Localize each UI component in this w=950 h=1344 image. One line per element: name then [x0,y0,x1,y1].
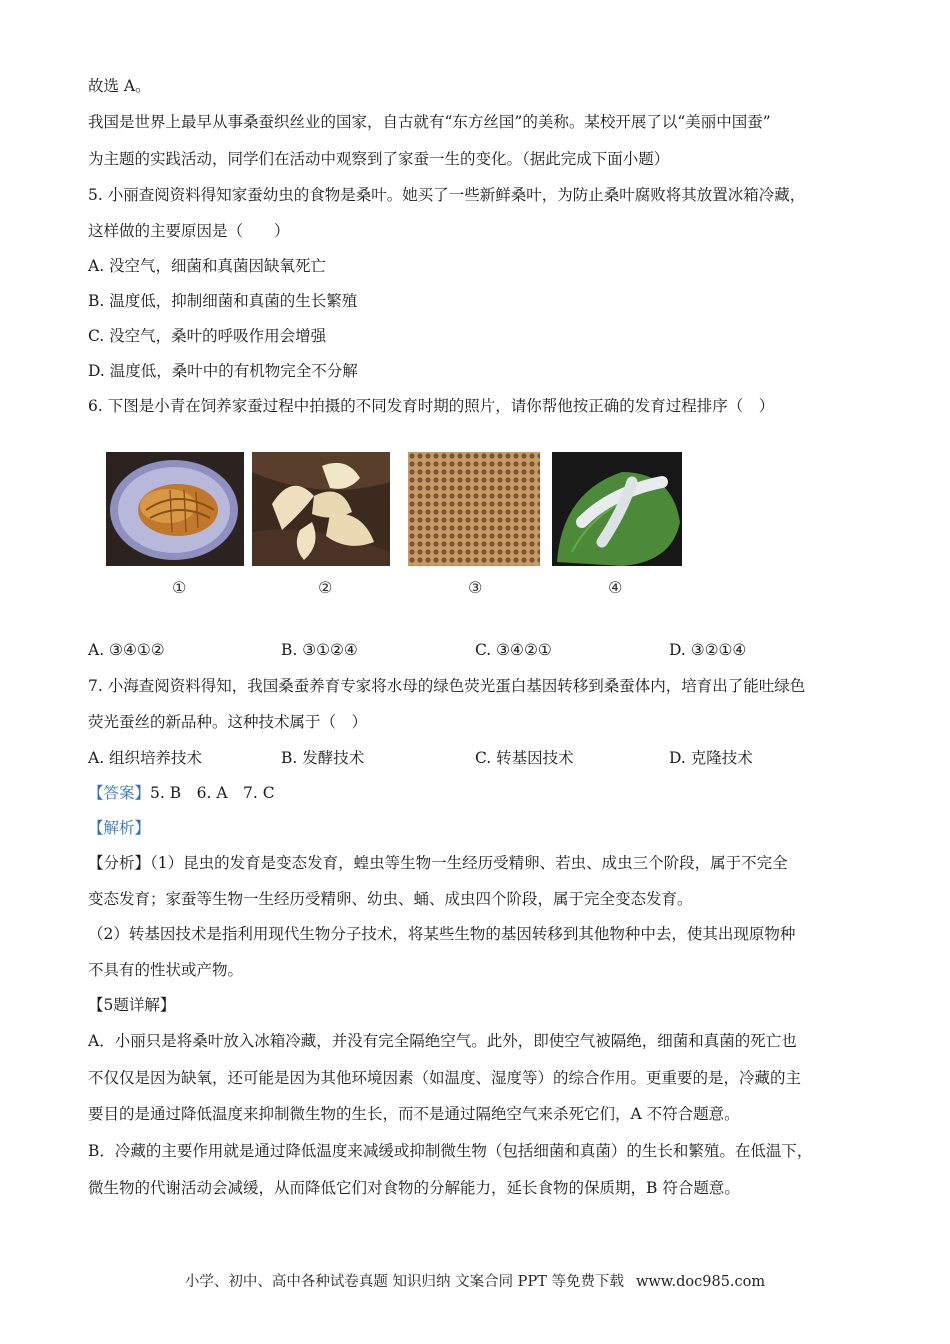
page-footer [0,1270,950,1291]
text-line: 我国是世界上最早从事桑蚕织丝业的国家，自古就有“东方丝国”的美称。某校开展了以“美丽中国蚕” [88,113,771,131]
moth-image [252,452,390,566]
figure-label-4: ④ [608,578,623,597]
text-line: 为主题的实践活动，同学们在活动中观察到了家蚕一生的变化。（据此完成下面小题） [88,150,670,168]
analysis-label: 【解析】 [88,819,151,837]
question-7-cont: 荧光蚕丝的新品种。这种技术属于（ ） [88,713,368,731]
analysis-line [88,853,868,873]
option-5a: A. 没空气，细菌和真菌因缺氧死亡 [88,257,327,275]
analysis-text: （1）昆虫的发育是变态发育，蝗虫等生物一生经历受精卵、若虫、成虫三个阶段，属于不完全 [150,854,788,872]
question-5: 5. 小丽查阅资料得知家蚕幼虫的食物是桑叶。她买了一些新鲜桑叶，为防止桑叶腐败将其放置冰箱冷藏， [88,186,806,204]
question-7: 7. 小海查阅资料得知，我国桑蚕养育专家将水母的绿色荧光蛋白基因转移到桑蚕体内，培育出了能吐绿色 [88,677,806,695]
analysis-heading [88,818,868,838]
answer-label: 【答案】 [88,784,151,802]
footer-url[interactable]: www.doc985.com [635,1274,766,1290]
option-5b: B. 温度低，抑制细菌和真菌的生长繁殖 [88,292,358,310]
text-line: 故选 A。 [88,77,151,95]
figure-label-1: ① [172,578,187,597]
option-7a: A. 组织培养技术 [88,749,203,767]
footer-text: 小学、初中、高中各种试卷真题 知识归纳 文案合同 PPT 等免费下载 [184,1274,624,1290]
question-6: 6. 下图是小青在饲养家蚕过程中拍摄的不同发育时期的照片，请你帮他按正确的发育过程排序（ ） [88,397,775,415]
text-line: 变态发育；家蚕等生物一生经历受精卵、幼虫、蛹、成虫四个阶段，属于完全变态发育。 [88,890,693,908]
text-line: B．冷藏的主要作用就是通过降低温度来减缓或抑制微生物（包括细菌和真菌）的生长和繁殖。在低温下， [88,1142,813,1160]
option-6d: D. ③②①④ [669,641,747,659]
figure-label-3: ③ [468,578,483,597]
answer-text: 5. B 6. A 7. C [150,784,275,802]
option-6b: B. ③①②④ [281,641,358,659]
text-line: 不具有的性状或产物。 [88,961,244,979]
option-7c: C. 转基因技术 [475,749,574,767]
option-5d: D. 温度低，桑叶中的有机物完全不分解 [88,362,358,380]
option-7b: B. 发酵技术 [281,749,365,767]
answer-line [88,783,868,803]
eggs-image [408,452,540,566]
text-line: （2）转基因技术是指利用现代生物分子技术，将某些生物的基因转移到其他物种中去，使其出现原物种 [88,925,796,943]
option-6c: C. ③④②① [475,641,552,659]
figure-label-2: ② [318,578,333,597]
analysis-sub-label: 【分析】 [88,854,151,872]
option-7d: D. 克隆技术 [669,749,753,767]
question-5-cont: 这样做的主要原因是（ ） [88,222,290,240]
text-line: 要目的是通过降低温度来抑制微生物的生长，而不是通过隔绝空气来杀死它们，A 不符合题意。 [88,1105,740,1123]
silkworm-figure [104,452,704,612]
text-line: A．小丽只是将桑叶放入冰箱冷藏，并没有完全隔绝空气。此外，即使空气被隔绝，细菌和真菌的死亡也 [88,1032,797,1050]
larva-image [552,452,682,566]
option-5c: C. 没空气，桑叶的呼吸作用会增强 [88,327,327,345]
detail-5-heading: 【5题详解】 [88,996,176,1014]
text-line: 微生物的代谢活动会减缓，从而降低它们对食物的分解能力，延长食物的保质期，B 符合题意。 [88,1179,740,1197]
pupa-image [106,452,244,566]
text-line: 不仅仅是因为缺氧，还可能是因为其他环境因素（如温度、湿度等）的综合作用。更重要的是，冷藏的主 [88,1069,802,1087]
option-6a: A. ③④①② [88,641,165,659]
